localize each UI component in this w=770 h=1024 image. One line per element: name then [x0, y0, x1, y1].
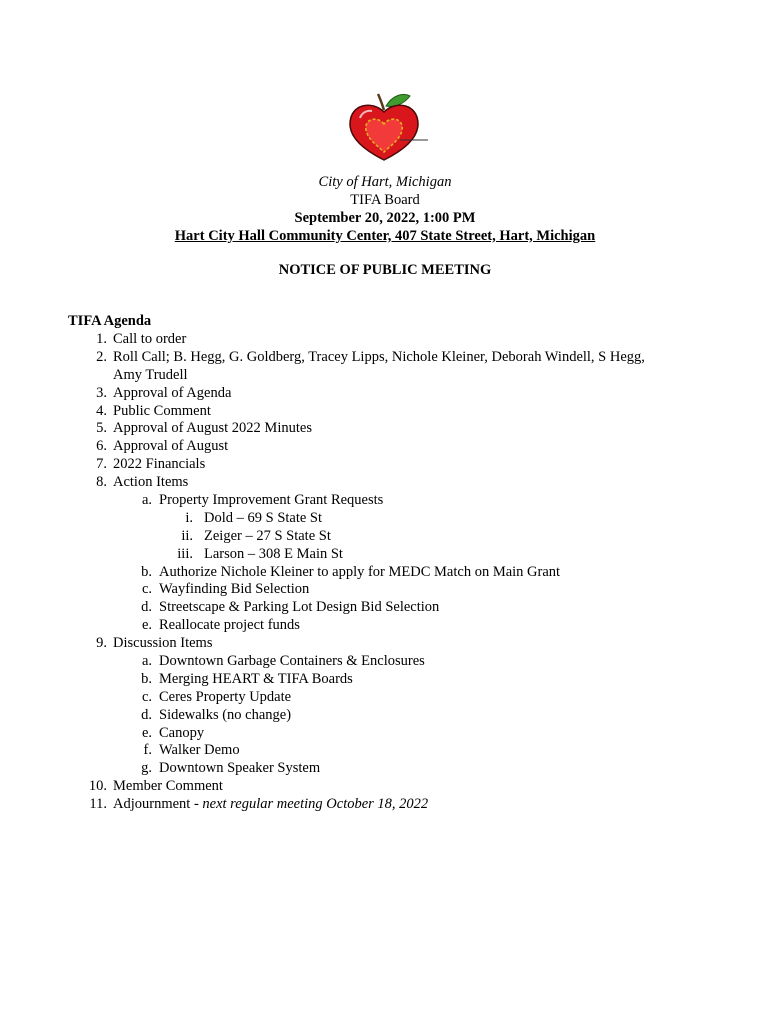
- apple-heart-logo: [344, 90, 428, 164]
- agenda-item-level-1: [0, 438, 770, 456]
- agenda-item-level-1: [0, 474, 770, 492]
- agenda-item-number: 2.: [96, 348, 107, 365]
- agenda-item-number: b.: [141, 670, 152, 687]
- agenda-item-number: b.: [141, 563, 152, 580]
- agenda-item-number: a.: [141, 492, 152, 509]
- agenda-item-level-2: [0, 617, 770, 635]
- agenda-item-text: Amy Trudell: [113, 366, 188, 383]
- meeting-datetime: September 20, 2022, 1:00 PM: [294, 209, 476, 226]
- agenda-item-text: Ceres Property Update: [159, 688, 292, 705]
- agenda-item-text: Dold – 69 S State St: [204, 509, 323, 526]
- agenda-item-level-2: [0, 707, 770, 725]
- agenda-item-level-2: [0, 492, 770, 510]
- agenda-item-level-2: [0, 653, 770, 671]
- meeting-header: [0, 174, 770, 246]
- agenda-item-text: 2022 Financials: [113, 456, 206, 473]
- agenda-item-level-1: [0, 403, 770, 421]
- agenda-item-level-2: [0, 599, 770, 617]
- agenda-item-number: 4.: [96, 402, 107, 419]
- agenda-item-text: Downtown Garbage Containers & Enclosures: [159, 653, 425, 670]
- notice-title: NOTICE OF PUBLIC MEETING: [278, 262, 492, 278]
- agenda-item-text: Approval of Agenda: [113, 384, 232, 401]
- agenda-item-continuation: [0, 367, 770, 385]
- agenda-item-level-2: [0, 689, 770, 707]
- agenda-item-level-2: [0, 742, 770, 760]
- agenda-item-text: Canopy: [159, 724, 205, 741]
- agenda-item-text: Public Comment: [113, 402, 211, 419]
- agenda-item-number: 3.: [96, 384, 107, 401]
- agenda-item-level-1: [0, 331, 770, 349]
- agenda-item-level-2: [0, 581, 770, 599]
- agenda-item-text: Sidewalks (no change): [159, 706, 292, 723]
- agenda-item-text: Downtown Speaker System: [159, 760, 321, 777]
- agenda-item-number: iii.: [177, 545, 193, 562]
- agenda-item-level-3: [0, 528, 770, 546]
- agenda-item-level-1: [0, 796, 770, 814]
- agenda-item-text: Property Improvement Grant Requests: [159, 492, 384, 509]
- agenda-item-text: Action Items: [113, 474, 189, 491]
- agenda-item-text: Member Comment: [113, 778, 223, 795]
- agenda-item-text: Call to order: [113, 331, 187, 347]
- agenda-item-text: Merging HEART & TIFA Boards: [159, 670, 353, 687]
- agenda-item-text: Approval of August 2022 Minutes: [113, 420, 312, 437]
- agenda-item-number: 8.: [96, 474, 107, 491]
- agenda-list: [0, 331, 770, 814]
- agenda-item-level-1: [0, 349, 770, 367]
- agenda-item-text: Roll Call; B. Hegg, G. Goldberg, Tracey Lipps, Nichole Kleiner, Deborah Windell, S Hegg,: [113, 348, 645, 365]
- agenda-item-level-1: [0, 420, 770, 438]
- city-name: City of Hart, Michigan: [318, 174, 452, 190]
- agenda-item-text: Approval of August: [113, 438, 229, 455]
- agenda-item-number: i.: [185, 509, 193, 526]
- agenda-item-number: 6.: [96, 438, 107, 455]
- agenda-item-number: c.: [141, 688, 152, 705]
- agenda-item-number: 7.: [96, 456, 107, 473]
- agenda-item-number: 5.: [96, 420, 107, 437]
- agenda-item-number: e.: [141, 724, 152, 741]
- agenda-item-level-2: [0, 760, 770, 778]
- meeting-location: Hart City Hall Community Center, 407 State Street, Hart, Michigan: [174, 227, 596, 244]
- agenda-item-number: d.: [141, 706, 152, 723]
- agenda-item-text: Adjournment - next regular meeting October 18, 2022: [113, 796, 429, 813]
- agenda-item-level-3: [0, 510, 770, 528]
- agenda-item-number: 10.: [88, 778, 107, 795]
- agenda-item-number: ii.: [181, 527, 193, 544]
- agenda-item-level-1: [0, 778, 770, 796]
- agenda-item-text: Wayfinding Bid Selection: [159, 581, 310, 598]
- agenda-item-level-3: [0, 546, 770, 564]
- agenda-item-number: 11.: [89, 796, 107, 813]
- board-name: TIFA Board: [350, 191, 420, 208]
- agenda-item-number: 9.: [96, 635, 107, 652]
- agenda-item-level-1: [0, 456, 770, 474]
- agenda-item-text: Larson – 308 E Main St: [204, 545, 343, 562]
- agenda-title: TIFA Agenda: [68, 313, 152, 329]
- agenda-item-italic-text: next regular meeting October 18, 2022: [202, 796, 429, 813]
- agenda-item-text: Discussion Items: [113, 635, 213, 652]
- agenda-item-number: g.: [141, 760, 152, 777]
- agenda-item-level-2: [0, 725, 770, 743]
- agenda-item-level-1: [0, 635, 770, 653]
- agenda-item-number: e.: [141, 617, 152, 634]
- agenda-item-text: Reallocate project funds: [159, 617, 300, 634]
- agenda-item-level-1: [0, 385, 770, 403]
- agenda-item-number: a.: [141, 653, 152, 670]
- agenda-item-number: f.: [143, 742, 152, 759]
- agenda-item-number: c.: [141, 581, 152, 598]
- agenda-item-level-2: [0, 671, 770, 689]
- agenda-item-text: Walker Demo: [159, 742, 240, 759]
- agenda-item-text: Authorize Nichole Kleiner to apply for MEDC Match on Main Grant: [159, 563, 561, 580]
- agenda-item-number: d.: [141, 599, 152, 616]
- agenda-item-text: Streetscape & Parking Lot Design Bid Selection: [159, 599, 440, 616]
- agenda-item-number: 1.: [96, 331, 107, 347]
- agenda-item-level-2: [0, 564, 770, 582]
- agenda-item-text: Zeiger – 27 S State St: [204, 527, 331, 544]
